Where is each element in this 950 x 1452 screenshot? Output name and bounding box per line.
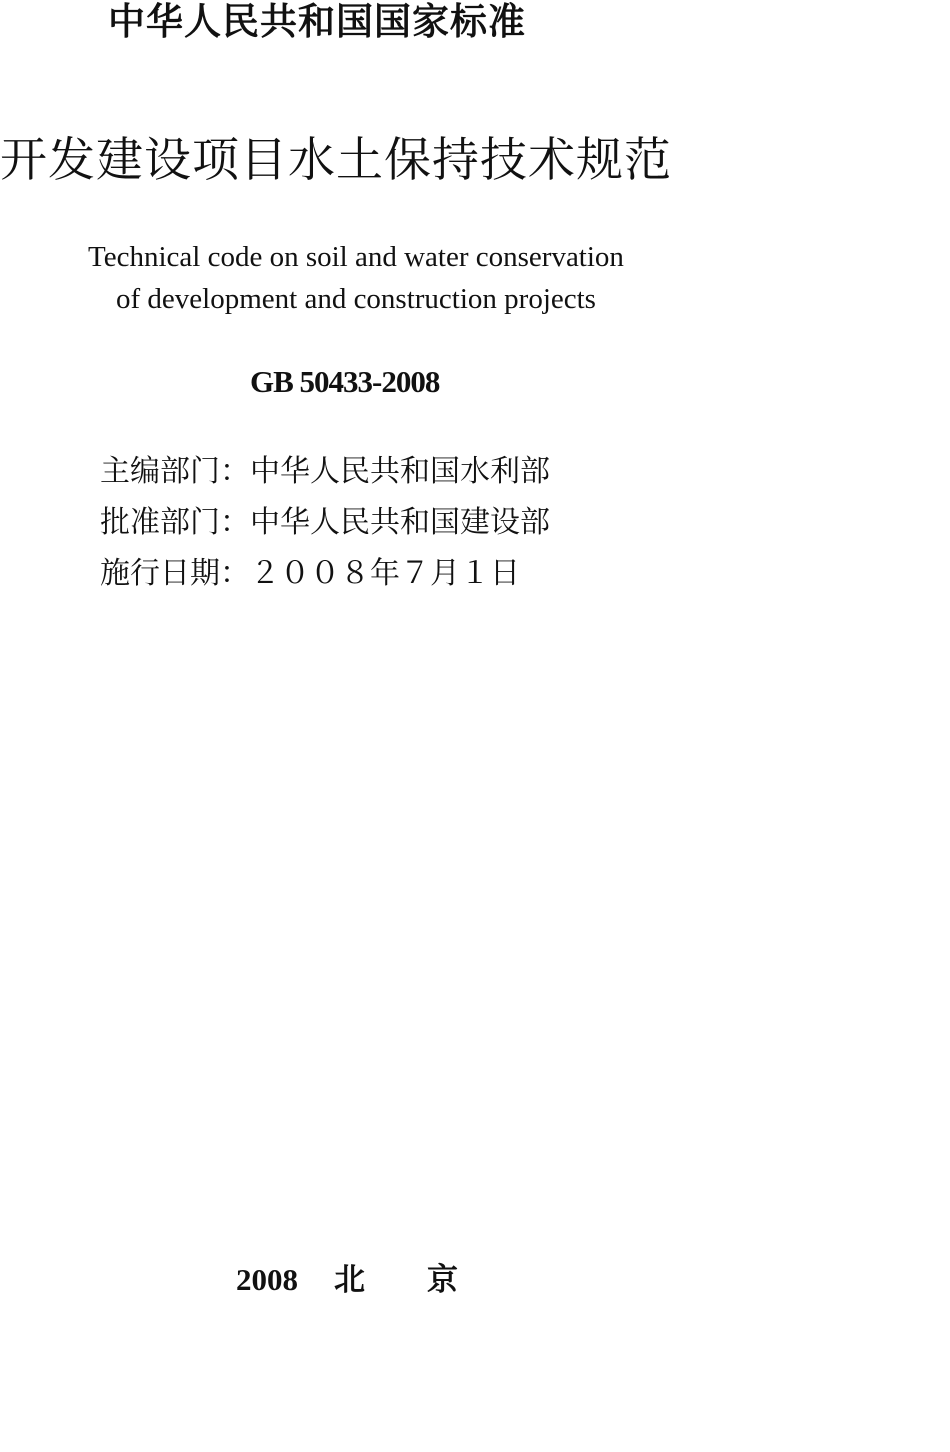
standard-code-number: GB 50433-2008 <box>250 364 440 399</box>
publication-footer <box>236 1260 458 1300</box>
document-title-english <box>56 236 656 320</box>
publication-info <box>100 446 550 599</box>
editor-department: 主编部门：中华人民共和国水利部 <box>100 454 550 489</box>
english-title-line-1: Technical code on soil and water conservation <box>88 241 624 273</box>
publication-year: 2008 <box>236 1262 298 1297</box>
publication-city: 北 京 <box>334 1262 458 1298</box>
approval-department: 批准部门：中华人民共和国建设部 <box>100 505 550 540</box>
effective-date: 施行日期：２００８年７月１日 <box>100 556 520 591</box>
national-standard-heading: 中华人民共和国国家标准 <box>108 0 526 43</box>
english-title-line-2: of development and construction projects <box>116 283 596 315</box>
document-title-chinese: 开发建设项目水土保持技术规范 <box>0 133 672 188</box>
